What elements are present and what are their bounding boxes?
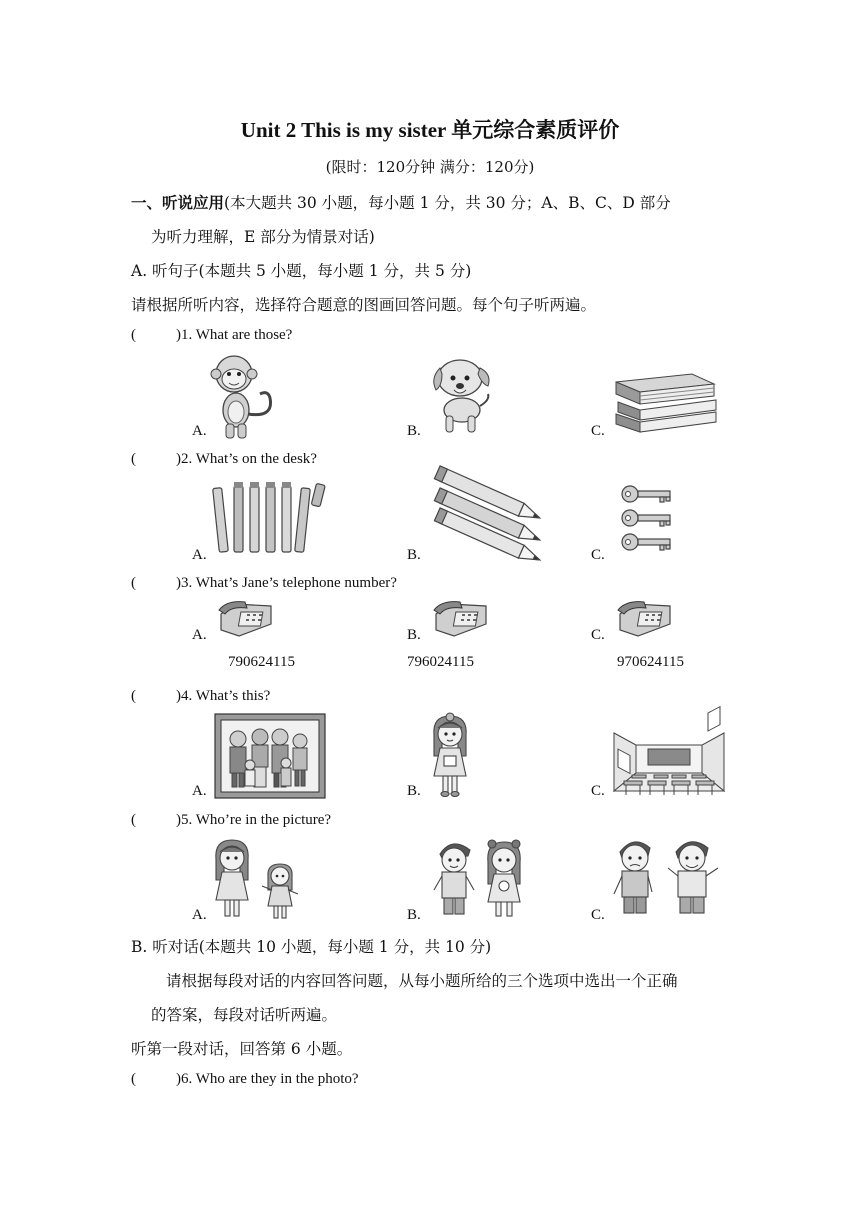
answer-paren-close: ) [176,1071,181,1087]
answer-paren-close: ) [176,451,181,467]
option-label: A. [192,907,207,923]
question-text: 3. What’s Jane’s telephone number? [181,575,397,591]
telephone-icon [614,600,674,640]
boy-and-girl-icon [432,836,532,922]
answer-paren-close: ) [176,812,181,828]
puppy-icon [428,356,496,436]
answer-paren-close: ) [176,327,181,343]
page-title: Unit 2 This is my sister 单元综合素质评价 [240,118,620,142]
answer-paren-close: ) [176,575,181,591]
answer-paren-open: ( [131,1071,136,1087]
boys-icon [612,836,724,922]
option-label: C. [591,547,605,563]
pencils-icon [428,476,552,562]
answer-paren-open: ( [131,451,136,467]
option-label: A. [192,547,207,563]
answer-paren-open: ( [131,688,136,704]
answer-paren-open: ( [131,327,136,343]
partB-instruction-line2: 的答案，每段对话听两遍。 [151,1006,338,1024]
question-text: 6. Who are they in the photo? [181,1071,359,1087]
keys-icon [620,484,674,556]
option-label: B. [407,907,421,923]
option-label: A. [192,783,207,799]
monkey-icon [212,352,282,440]
option-label: B. [407,547,421,563]
phone-number: 790624115 [228,654,295,670]
question-5 [131,812,331,829]
section1-note-line2: 为听力理解，E 部分为情景对话) [151,228,375,246]
question-text: 5. Who’re in the picture? [181,812,332,828]
question-6 [131,1071,359,1088]
question-3 [131,575,397,592]
phone-number: 796024115 [407,654,474,670]
phone-number: 970624115 [617,654,684,670]
girl-icon [428,712,474,798]
option-label: C. [591,627,605,643]
option-label: C. [591,423,605,439]
question-2 [131,451,317,468]
family-photo-icon [214,713,326,799]
option-label: B. [407,423,421,439]
partB-heading: B. 听对话(本题共 10 小题，每小题 1 分，共 10 分) [131,938,492,956]
section1-heading: 一、听说应用 [131,193,225,212]
answer-paren-close: ) [176,688,181,704]
question-1 [131,327,292,344]
option-label: A. [192,627,207,643]
question-text: 4. What’s this? [181,688,271,704]
answer-paren-open: ( [131,575,136,591]
question-text: 1. What are those? [181,327,293,343]
telephone-icon [430,600,490,640]
answer-paren-open: ( [131,812,136,828]
partB-instruction-line1: 请根据每段对话的内容回答问题，从每小题所给的三个选项中选出一个正确 [166,972,678,990]
books-icon [612,370,718,434]
option-label: B. [407,627,421,643]
dialog-1-instruction: 听第一段对话，回答第 6 小题。 [131,1040,353,1058]
markers-icon [214,480,330,558]
section1-heading-line1 [131,191,671,213]
question-text: 2. What’s on the desk? [181,451,317,467]
section1-note-line1: (本大题共 30 小题，每小题 1 分，共 30 分；A、B、C、D 部分 [224,194,671,212]
option-label: C. [591,907,605,923]
option-label: C. [591,783,605,799]
option-label: A. [192,423,207,439]
girls-icon [212,836,302,922]
page-subtitle: (限时：120分钟 满分：120分) [325,158,535,176]
question-4 [131,688,270,705]
partA-heading: A. 听句子(本题共 5 小题，每小题 1 分，共 5 分) [131,262,472,280]
telephone-icon [215,600,275,640]
classroom-icon [614,733,724,799]
partA-instruction: 请根据所听内容，选择符合题意的图画回答问题。每个句子听两遍。 [131,296,597,314]
option-label: B. [407,783,421,799]
